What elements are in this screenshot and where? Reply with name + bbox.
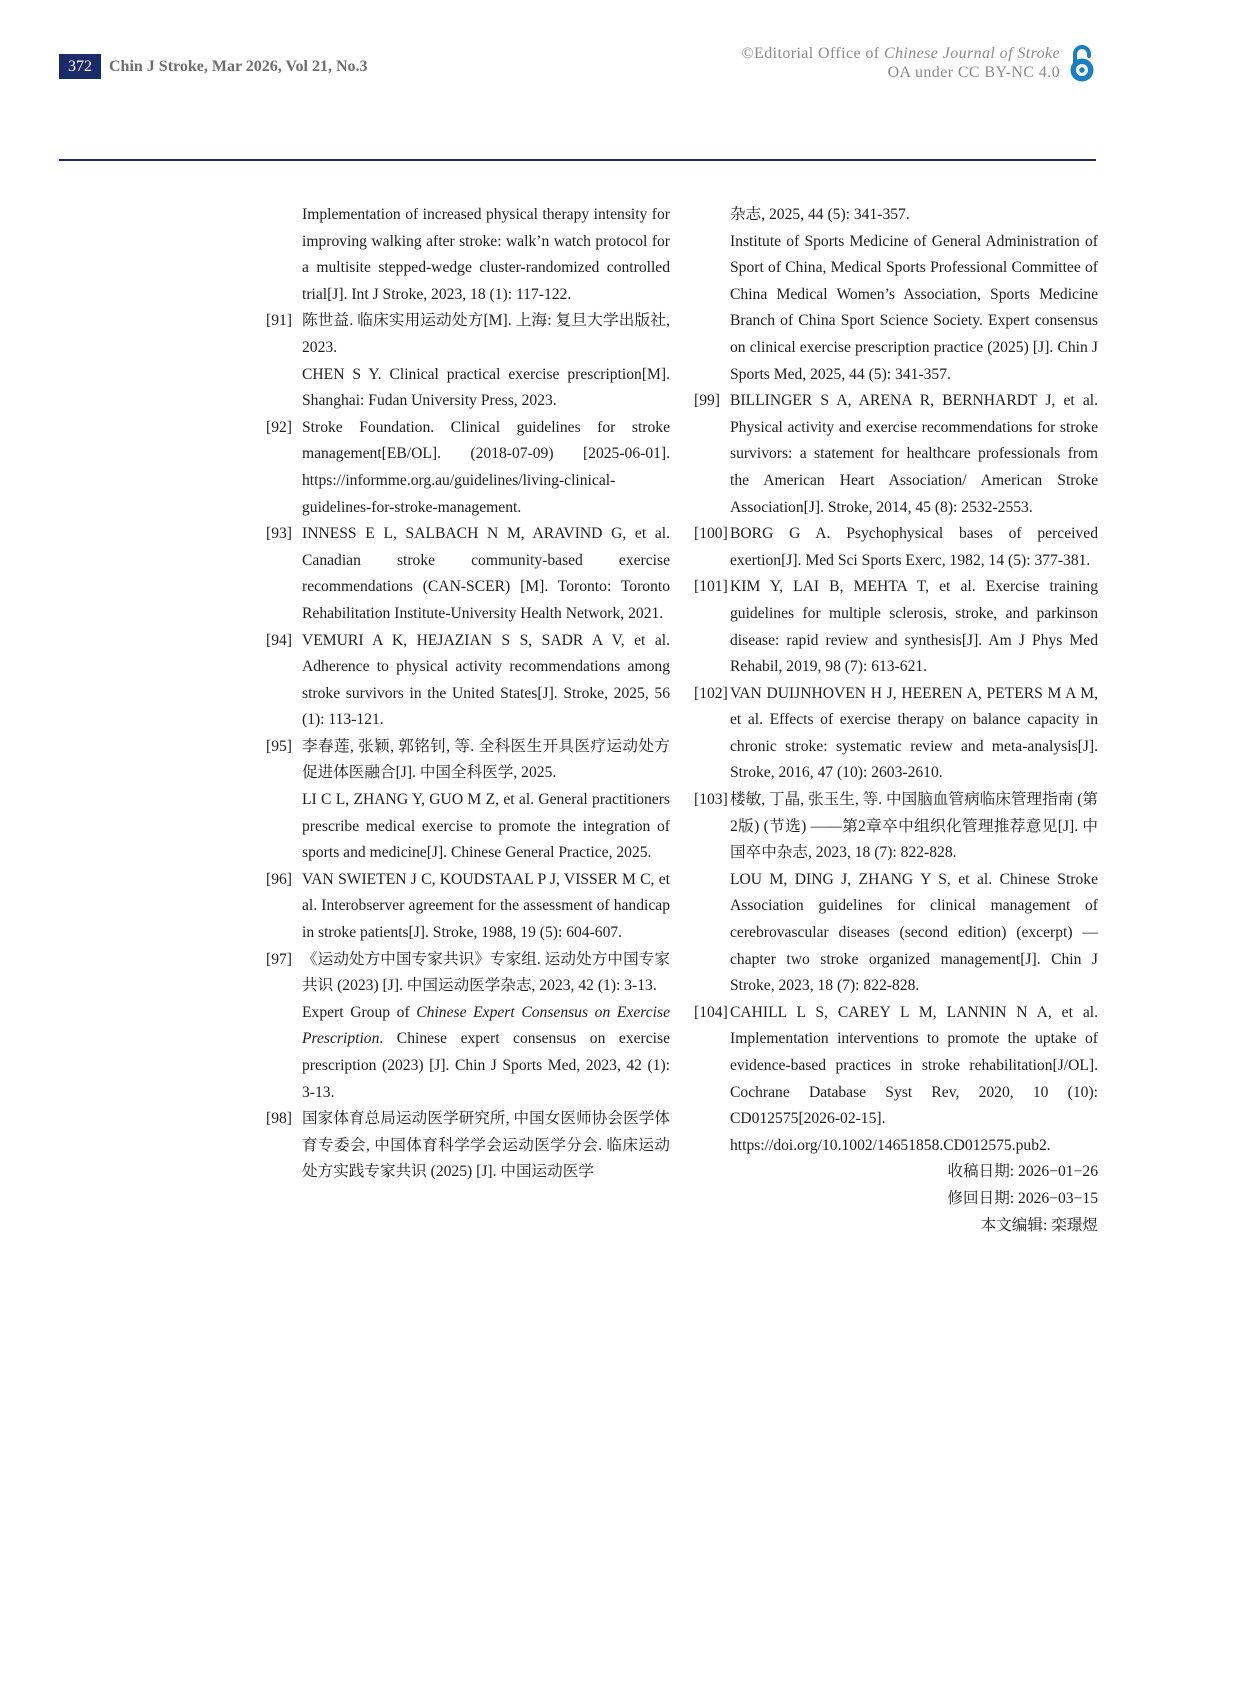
reference-item <box>266 521 670 627</box>
article-dates <box>694 1159 1098 1239</box>
reference-text: CAHILL L S, CAREY L M, LANNIN N A, et al. Implementation interventions to promote the uptake of evidence-based practices in stroke rehabilitation[J/OL]. Cochrane Database Syst Rev, 2020, 10 (10): CD012575[2026-02-15]. https://doi.org/10.1002/14651858.CD012575.pub2. <box>730 1003 1098 1154</box>
reference-text: 李春莲, 张颖, 郭铭钊, 等. 全科医生开具医疗运动处方促进体医融合[J]. 中国全科医学, 2025. <box>302 737 670 782</box>
reference-number: [91] <box>266 312 292 330</box>
copyright-prefix: ©Editorial Office of <box>741 45 884 62</box>
reference-text: Institute of Sports Medicine of General Administration of Sport of China, Medical Sports Professional Committee of China Medical Women’s Association, Sports Medicine Branch of China Sport Science Society. Expert consensus on clinical exercise prescription practice (2025) [J]. Chin J Sports Med, 2025, 44 (5): 341-357. <box>730 232 1098 383</box>
received-date: 收稿日期: 2026−01−26 <box>947 1163 1098 1181</box>
reference-text: LOU M, DING J, ZHANG Y S, et al. Chinese Stroke Association guidelines for clinical management of cerebrovascular diseases (second edition) (excerpt) — chapter two stroke organized management[J]. Chin J Stroke, 2023, 18 (7): 822-828. <box>730 870 1098 995</box>
references-left-column <box>266 202 670 1186</box>
reference-text: Implementation of increased physical therapy intensity for improving walking after stroke: walk’n watch protocol for a multisite stepped-wedge cluster-randomized controlled trial[J]. Int J Stroke, 2023, 18 (1): 117-122. <box>302 206 670 303</box>
header-rule <box>59 159 1096 161</box>
reference-text: 楼敏, 丁晶, 张玉生, 等. 中国脑血管病临床管理指南 (第2版) (节选) ——第2章卒中组织化管理推荐意见[J]. 中国卒中杂志, 2023, 18 (7): 822-828. <box>730 791 1098 862</box>
reference-item <box>694 574 1098 680</box>
reference-number: [104] <box>694 1003 728 1021</box>
reference-continuation <box>694 202 1098 388</box>
reference-text: BORG G A. Psychophysical bases of perceived exertion[J]. Med Sci Sports Exerc, 1982, 14 (5): 377-381. <box>730 525 1098 569</box>
reference-number: [92] <box>266 418 292 436</box>
reference-number: [98] <box>266 1110 292 1128</box>
reference-number: [100] <box>694 525 728 543</box>
page-header <box>0 0 1241 170</box>
reference-text: 《运动处方中国专家共识》专家组. 运动处方中国专家共识 (2023) [J]. 中国运动医学杂志, 2023, 42 (1): 3-13. <box>302 950 670 995</box>
reference-text: CHEN S Y. Clinical practical exercise prescription[M]. Shanghai: Fudan University Press, 2023. <box>302 365 670 410</box>
reference-number: [97] <box>266 950 292 968</box>
page-number: 372 <box>59 54 101 79</box>
open-access-lock-icon <box>1068 43 1096 83</box>
reference-number: [101] <box>694 578 728 596</box>
reference-item <box>694 681 1098 787</box>
reference-text: KIM Y, LAI B, MEHTA T, et al. Exercise training guidelines for multiple sclerosis, stroke, and parkinson disease: rapid review and synthesis[J]. Am J Phys Med Rehabil, 2019, 98 (7): 613-621. <box>730 578 1098 676</box>
reference-item <box>694 1000 1098 1160</box>
reference-number: [94] <box>266 631 292 649</box>
license-text: OA under CC BY-NC 4.0 <box>887 64 1060 81</box>
reference-item <box>266 628 670 734</box>
copyright-journal: Chinese Journal of Stroke <box>883 45 1060 62</box>
revised-date: 修回日期: 2026−03−15 <box>947 1189 1098 1207</box>
copyright-notice <box>742 44 1061 82</box>
reference-text: LI C L, ZHANG Y, GUO M Z, et al. General practitioners prescribe medical exercise to promote the integration of sports and medicine[J]. Chinese General Practice, 2025. <box>302 791 670 862</box>
reference-item <box>694 521 1098 574</box>
reference-number: [102] <box>694 684 728 702</box>
reference-item <box>266 1106 670 1186</box>
references-right-column <box>694 202 1098 1239</box>
reference-text: BILLINGER S A, ARENA R, BERNHARDT J, et al. Physical activity and exercise recommendations for stroke survivors: a statement for healthcare professionals from the American Heart Association/ American Stroke Association[J]. Stroke, 2014, 45 (8): 2532-2553. <box>730 392 1098 516</box>
reference-item <box>266 734 670 867</box>
reference-text: VEMURI A K, HEJAZIAN S S, SADR A V, et al. Adherence to physical activity recommendations among stroke survivors in the United States[J]. Stroke, 2025, 56 (1): 113-121. <box>302 631 670 729</box>
reference-text: 陈世益. 临床实用运动处方[M]. 上海: 复旦大学出版社, 2023. <box>302 312 670 356</box>
reference-item <box>266 947 670 1107</box>
editor-credit: 本文编辑: 栾璟煜 <box>980 1216 1098 1234</box>
reference-number: [96] <box>266 870 292 888</box>
reference-text: INNESS E L, SALBACH N M, ARAVIND G, et al. Canadian stroke community-based exercise recommendations (CAN-SCER) [M]. Toronto: Toronto Rehabilitation Institute-University Health Network, 2021. <box>302 525 670 622</box>
reference-number: [99] <box>694 392 720 410</box>
reference-item <box>266 867 670 947</box>
reference-text: 杂志, 2025, 44 (5): 341-357. <box>730 206 910 223</box>
reference-text: Expert Group of Chinese Expert Consensus on Exercise Prescription. Chinese expert consensus on exercise prescription (2023) [J]. Chin J Sports Med, 2023, 42 (1): 3-13. <box>302 1003 670 1101</box>
reference-number: [103] <box>694 791 728 809</box>
reference-text: Stroke Foundation. Clinical guidelines for stroke management[EB/OL]. (2018-07-09) [2025-06-01]. https://informme.org.au/guidelines/living-clinical-guidelines-for-stroke-management. <box>302 418 670 516</box>
reference-number: [93] <box>266 525 292 543</box>
reference-number: [95] <box>266 737 292 755</box>
reference-text: VAN SWIETEN J C, KOUDSTAAL P J, VISSER M C, et al. Interobserver agreement for the assessment of handicap in stroke patients[J]. Stroke, 1988, 19 (5): 604-607. <box>302 870 670 942</box>
reference-item <box>694 787 1098 1000</box>
journal-citation: Chin J Stroke, Mar 2026, Vol 21, No.3 <box>109 58 368 75</box>
reference-item <box>694 388 1098 521</box>
reference-continuation <box>266 202 670 308</box>
reference-text: 国家体育总局运动医学研究所, 中国女医师协会医学体育专委会, 中国体育科学学会运动医学分会. 临床运动处方实践专家共识 (2025) [J]. 中国运动医学 <box>302 1110 670 1181</box>
reference-item <box>266 308 670 414</box>
reference-text: VAN DUIJNHOVEN H J, HEEREN A, PETERS M A M, et al. Effects of exercise therapy on balance capacity in chronic stroke: systematic review and meta-analysis[J]. Stroke, 2016, 47 (10): 2603-2610. <box>730 684 1098 782</box>
reference-item <box>266 415 670 521</box>
